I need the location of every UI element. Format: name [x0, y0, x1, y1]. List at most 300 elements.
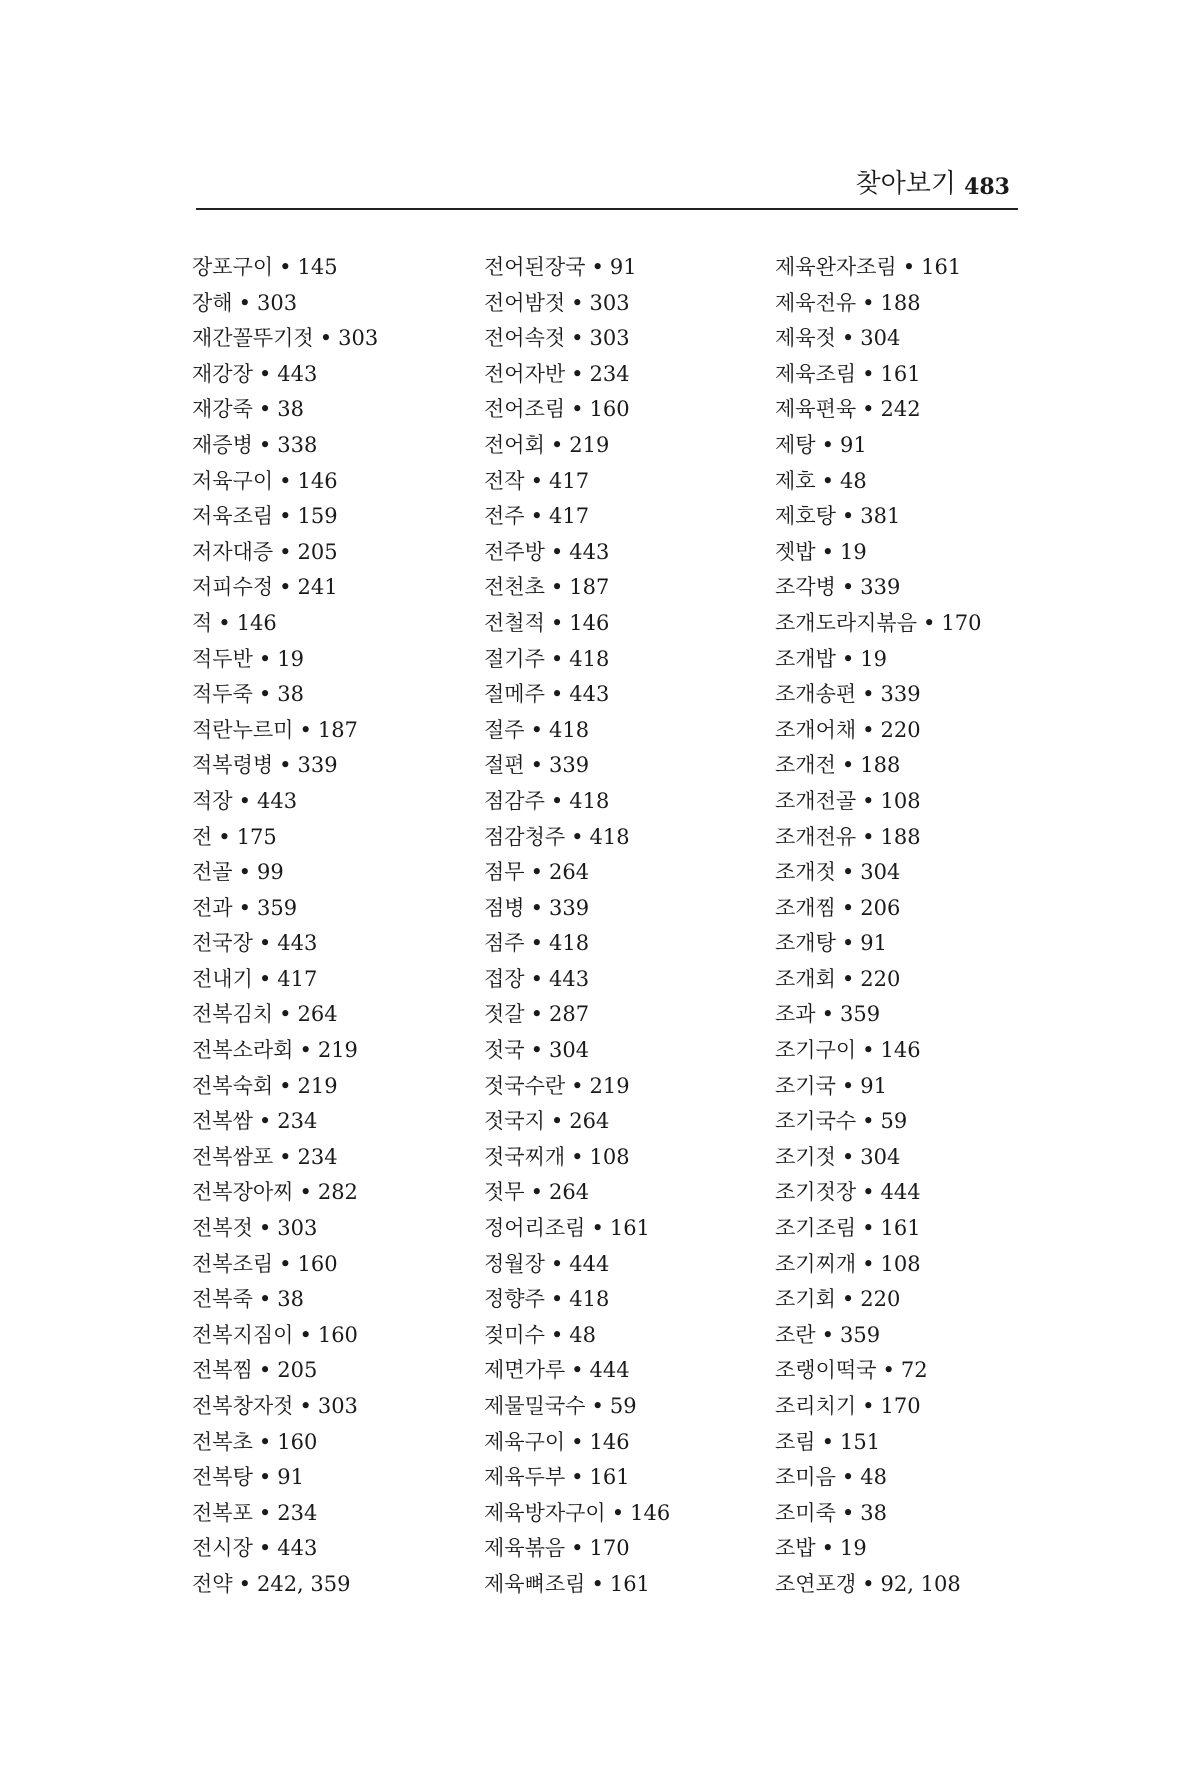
entry-term: 젖미수 [484, 1322, 545, 1347]
index-entry [484, 464, 784, 500]
entry-term: 전어회 [484, 432, 545, 457]
entry-separator: • [279, 1002, 292, 1027]
entry-term: 전복조림 [192, 1251, 274, 1276]
entry-term: 전복쌈포 [192, 1144, 274, 1169]
entry-term: 전복김치 [192, 1002, 274, 1027]
index-entry [484, 713, 784, 749]
entry-pages: 234 [277, 1500, 318, 1525]
entry-pages: 234 [277, 1109, 318, 1134]
entry-pages: 443 [548, 966, 590, 991]
index-entry [192, 926, 492, 962]
entry-pages: 188 [860, 753, 901, 778]
entry-pages: 264 [548, 1180, 590, 1205]
entry-pages: 91 [839, 432, 867, 457]
entry-pages: 161 [609, 1571, 650, 1596]
entry-pages: 241 [297, 575, 338, 600]
entry-pages: 160 [317, 1322, 358, 1347]
entry-pages: 264 [569, 1109, 610, 1134]
entry-separator: • [571, 1536, 584, 1561]
entry-pages: 170 [589, 1536, 630, 1561]
index-entry [192, 392, 492, 428]
entry-term: 전천초 [484, 575, 545, 600]
entry-separator: • [571, 1073, 584, 1098]
entry-separator: • [279, 468, 292, 493]
entry-term: 젓국수란 [484, 1073, 566, 1098]
entry-separator: • [821, 539, 834, 564]
entry-pages: 418 [569, 646, 610, 671]
index-entry [192, 855, 492, 891]
entry-pages: 48 [860, 1465, 887, 1490]
index-entry [192, 499, 492, 535]
entry-pages: 72 [900, 1358, 928, 1383]
entry-pages: 92, 108 [880, 1571, 961, 1596]
index-entry [192, 1104, 492, 1140]
index-entry [484, 428, 784, 464]
index-entry [484, 891, 784, 927]
entry-separator: • [841, 326, 855, 351]
entry-pages: 219 [569, 432, 610, 457]
index-entry [775, 997, 1075, 1033]
index-entry [484, 784, 784, 820]
entry-separator: • [218, 824, 231, 849]
entry-term: 전복소라회 [192, 1038, 294, 1063]
entry-separator: • [530, 860, 543, 885]
entry-pages: 242 [880, 397, 921, 422]
index-entry [484, 748, 784, 784]
page-number: 483 [964, 174, 1010, 200]
entry-term: 조개밥 [775, 646, 836, 671]
entry-pages: 443 [277, 361, 318, 386]
entry-pages: 48 [569, 1322, 596, 1347]
entry-term: 적두반 [192, 646, 253, 671]
entry-separator: • [821, 1429, 834, 1454]
entry-separator: • [258, 1287, 272, 1312]
entry-separator: • [841, 646, 855, 671]
entry-separator: • [862, 290, 875, 315]
entry-pages: 19 [277, 646, 304, 671]
index-entry [484, 1389, 784, 1425]
entry-separator: • [530, 753, 543, 778]
index-entry [484, 1318, 784, 1354]
entry-term: 전어된장국 [484, 255, 586, 279]
entry-term: 전복창자젓 [192, 1394, 294, 1418]
entry-separator: • [841, 1073, 855, 1098]
entry-separator: • [299, 1394, 312, 1418]
entry-pages: 443 [277, 1536, 318, 1561]
entry-pages: 99 [256, 860, 284, 885]
index-entry [192, 1033, 492, 1069]
index-entry [775, 1104, 1075, 1140]
index-entry [192, 1460, 492, 1496]
entry-term: 조개어채 [775, 717, 857, 742]
entry-separator: • [571, 290, 584, 315]
index-entry [484, 962, 784, 998]
entry-pages: 339 [548, 895, 590, 920]
entry-pages: 303 [589, 326, 630, 351]
entry-term: 전골 [192, 860, 233, 885]
entry-pages: 19 [860, 646, 887, 671]
entry-separator: • [279, 575, 292, 600]
entry-term: 젯밥 [775, 539, 816, 564]
index-entry [775, 1353, 1075, 1389]
entry-pages: 417 [277, 966, 318, 991]
entry-separator: • [258, 682, 272, 707]
entry-term: 젓갈 [484, 1002, 525, 1027]
entry-term: 제육구이 [484, 1429, 566, 1454]
entry-pages: 160 [297, 1251, 338, 1276]
entry-separator: • [862, 1394, 875, 1418]
entry-pages: 19 [839, 1536, 867, 1561]
entry-term: 정월장 [484, 1251, 545, 1276]
index-entry [775, 1531, 1075, 1567]
entry-separator: • [550, 788, 564, 813]
entry-separator: • [530, 1002, 543, 1027]
entry-separator: • [571, 326, 584, 351]
entry-pages: 359 [839, 1322, 881, 1347]
index-entry [192, 1211, 492, 1247]
index-entry [775, 642, 1075, 678]
entry-term: 장포구이 [192, 255, 274, 279]
entry-separator: • [841, 1465, 855, 1490]
index-entry [192, 891, 492, 927]
entry-pages: 234 [297, 1144, 338, 1169]
entry-separator: • [821, 468, 834, 493]
entry-term: 전과 [192, 895, 233, 920]
entry-separator: • [862, 1109, 875, 1134]
entry-term: 제육볶음 [484, 1536, 566, 1561]
entry-term: 전내기 [192, 966, 253, 991]
entry-term: 제탕 [775, 432, 816, 457]
entry-pages: 187 [569, 575, 610, 600]
index-entry [775, 535, 1075, 571]
entry-pages: 303 [256, 290, 298, 315]
entry-pages: 219 [317, 1038, 358, 1063]
index-entry [775, 1211, 1075, 1247]
entry-separator: • [238, 1571, 251, 1596]
index-entry [484, 1140, 784, 1176]
entry-term: 조각병 [775, 575, 836, 600]
entry-term: 조기젓 [775, 1144, 836, 1169]
entry-term: 적복령병 [192, 753, 274, 778]
entry-pages: 381 [860, 504, 901, 529]
entry-pages: 338 [277, 432, 318, 457]
entry-pages: 160 [277, 1429, 318, 1454]
index-entry [775, 499, 1075, 535]
entry-term: 조미음 [775, 1465, 836, 1490]
entry-separator: • [258, 361, 272, 386]
entry-term: 전작 [484, 468, 525, 493]
index-column-2 [484, 250, 784, 1603]
entry-separator: • [841, 504, 855, 529]
entry-term: 적두죽 [192, 682, 253, 707]
index-entry [775, 1282, 1075, 1318]
entry-term: 조미죽 [775, 1500, 836, 1525]
entry-pages: 234 [589, 361, 630, 386]
entry-separator: • [841, 1500, 855, 1525]
entry-separator: • [862, 1216, 875, 1241]
entry-pages: 146 [569, 610, 610, 635]
index-entry [192, 1425, 492, 1461]
entry-separator: • [841, 931, 855, 956]
index-entry [192, 535, 492, 571]
entry-separator: • [550, 432, 564, 457]
index-entry [192, 962, 492, 998]
index-entry [775, 855, 1075, 891]
entry-pages: 418 [589, 824, 630, 849]
entry-separator: • [841, 860, 855, 885]
index-entry [775, 677, 1075, 713]
entry-separator: • [862, 824, 875, 849]
entry-separator: • [550, 682, 564, 707]
entry-separator: • [571, 824, 584, 849]
entry-term: 전복탕 [192, 1465, 253, 1490]
index-entry [192, 286, 492, 322]
entry-separator: • [258, 1465, 272, 1490]
entry-separator: • [530, 931, 543, 956]
index-entry [192, 1282, 492, 1318]
entry-term: 절주 [484, 717, 525, 742]
entry-term: 조과 [775, 1002, 816, 1027]
index-entry [192, 1140, 492, 1176]
entry-term: 제물밀국수 [484, 1394, 586, 1418]
entry-term: 제육전유 [775, 290, 857, 315]
entry-term: 조개도라지볶음 [775, 610, 918, 635]
entry-pages: 339 [297, 753, 338, 778]
entry-separator: • [530, 468, 543, 493]
index-entry [775, 428, 1075, 464]
entry-pages: 161 [880, 1216, 921, 1241]
entry-term: 제호탕 [775, 504, 836, 529]
entry-separator: • [862, 397, 875, 422]
entry-pages: 418 [569, 788, 610, 813]
entry-term: 저피수정 [192, 575, 274, 600]
index-entry [192, 677, 492, 713]
entry-pages: 146 [236, 610, 277, 635]
entry-separator: • [550, 646, 564, 671]
entry-pages: 304 [860, 326, 901, 351]
entry-pages: 264 [548, 860, 590, 885]
entry-separator: • [530, 504, 543, 529]
entry-term: 조밥 [775, 1536, 816, 1561]
entry-term: 저자대증 [192, 539, 274, 564]
entry-term: 조림 [775, 1429, 816, 1454]
entry-pages: 91 [277, 1465, 304, 1490]
entry-term: 젓국 [484, 1038, 525, 1063]
entry-separator: • [862, 788, 875, 813]
entry-separator: • [862, 1038, 875, 1063]
index-entry [484, 570, 784, 606]
running-header [196, 168, 1018, 210]
entry-separator: • [862, 717, 875, 742]
index-entry [775, 1069, 1075, 1105]
entry-pages: 188 [880, 290, 921, 315]
entry-term: 전복쌈 [192, 1109, 253, 1134]
index-entry [484, 535, 784, 571]
index-entry [192, 428, 492, 464]
entry-separator: • [530, 1038, 543, 1063]
entry-term: 조개찜 [775, 895, 836, 920]
entry-term: 조개탕 [775, 931, 836, 956]
entry-pages: 417 [548, 504, 590, 529]
index-entry [484, 1282, 784, 1318]
index-entry [484, 677, 784, 713]
entry-pages: 339 [548, 753, 590, 778]
index-entry [484, 357, 784, 393]
index-entry [484, 1104, 784, 1140]
index-entry [484, 1353, 784, 1389]
index-entry [192, 606, 492, 642]
index-entry [775, 606, 1075, 642]
entry-term: 재간꼴뚜기젓 [192, 326, 314, 351]
entry-term: 제육편육 [775, 397, 857, 422]
entry-separator: • [258, 1109, 272, 1134]
entry-pages: 108 [880, 1251, 921, 1276]
entry-term: 전어조림 [484, 397, 566, 422]
entry-pages: 418 [548, 717, 590, 742]
entry-term: 전복젓 [192, 1216, 253, 1241]
entry-separator: • [530, 1180, 543, 1205]
entry-pages: 170 [880, 1394, 921, 1418]
index-entry [192, 1531, 492, 1567]
entry-pages: 188 [880, 824, 921, 849]
entry-term: 점병 [484, 895, 525, 920]
entry-pages: 38 [860, 1500, 887, 1525]
entry-term: 제육젓 [775, 326, 836, 351]
entry-pages: 187 [317, 717, 358, 742]
index-entry [775, 357, 1075, 393]
index-entry [484, 1496, 784, 1532]
entry-term: 저육조림 [192, 504, 274, 529]
entry-separator: • [841, 966, 855, 991]
entry-separator: • [550, 1109, 564, 1134]
index-column-1 [192, 250, 492, 1603]
entry-pages: 175 [236, 824, 277, 849]
entry-separator: • [258, 1500, 272, 1525]
index-entry [775, 926, 1075, 962]
entry-pages: 219 [589, 1073, 630, 1098]
index-entry [192, 997, 492, 1033]
index-entry [775, 820, 1075, 856]
index-entry [484, 1033, 784, 1069]
index-entry [192, 1069, 492, 1105]
entry-pages: 38 [277, 682, 304, 707]
index-entry [484, 1460, 784, 1496]
entry-separator: • [299, 1038, 312, 1063]
entry-separator: • [279, 504, 292, 529]
entry-pages: 443 [256, 788, 298, 813]
entry-pages: 19 [839, 539, 867, 564]
entry-separator: • [862, 1180, 875, 1205]
entry-term: 조연포갱 [775, 1571, 857, 1596]
entry-separator: • [841, 1287, 855, 1312]
index-entry [192, 357, 492, 393]
entry-term: 전복찜 [192, 1358, 253, 1383]
index-entry [775, 784, 1075, 820]
index-entry [192, 1318, 492, 1354]
entry-pages: 282 [317, 1180, 358, 1205]
index-entry [192, 642, 492, 678]
index-entry [775, 1496, 1075, 1532]
index-entry [484, 250, 784, 286]
entry-pages: 443 [277, 931, 318, 956]
entry-separator: • [591, 255, 604, 279]
entry-pages: 205 [297, 539, 338, 564]
entry-term: 재강죽 [192, 397, 253, 422]
entry-pages: 359 [256, 895, 298, 920]
entry-term: 절메주 [484, 682, 545, 707]
entry-term: 조개젓 [775, 860, 836, 885]
entry-term: 제육조림 [775, 361, 857, 386]
index-entry [775, 962, 1075, 998]
index-column-3 [775, 250, 1075, 1603]
entry-pages: 108 [880, 788, 921, 813]
entry-term: 조기구이 [775, 1038, 857, 1063]
index-entry [192, 713, 492, 749]
entry-pages: 48 [839, 468, 867, 493]
entry-term: 제육방자구이 [484, 1500, 606, 1525]
entry-separator: • [530, 717, 543, 742]
entry-pages: 108 [589, 1144, 630, 1169]
index-entry [192, 1353, 492, 1389]
entry-term: 조기찌개 [775, 1251, 857, 1276]
index-entry [775, 1318, 1075, 1354]
entry-pages: 418 [548, 931, 590, 956]
entry-pages: 339 [880, 682, 921, 707]
entry-pages: 160 [589, 397, 630, 422]
entry-term: 전주 [484, 504, 525, 529]
entry-separator: • [258, 1216, 272, 1241]
index-entry [775, 1175, 1075, 1211]
entry-separator: • [258, 432, 272, 457]
entry-pages: 418 [569, 1287, 610, 1312]
entry-separator: • [279, 255, 292, 279]
entry-pages: 264 [297, 1002, 338, 1027]
entry-term: 젓무 [484, 1180, 525, 1205]
entry-term: 젓국찌개 [484, 1144, 566, 1169]
entry-pages: 444 [880, 1180, 921, 1205]
entry-pages: 220 [880, 717, 921, 742]
index-entry [484, 1567, 784, 1603]
index-entry [775, 1567, 1075, 1603]
entry-separator: • [841, 895, 855, 920]
entry-term: 조란 [775, 1322, 816, 1347]
entry-term: 전복죽 [192, 1287, 253, 1312]
entry-term: 제면가루 [484, 1358, 566, 1383]
entry-separator: • [550, 610, 564, 635]
index-entry [484, 642, 784, 678]
entry-separator: • [238, 290, 251, 315]
entry-pages: 304 [548, 1038, 590, 1063]
entry-separator: • [571, 1358, 584, 1383]
index-entry [775, 392, 1075, 428]
entry-separator: • [550, 1287, 564, 1312]
index-entry [484, 1069, 784, 1105]
entry-separator: • [882, 1358, 895, 1383]
entry-pages: 145 [297, 255, 338, 279]
entry-term: 조개송편 [775, 682, 857, 707]
entry-pages: 146 [880, 1038, 921, 1063]
entry-pages: 303 [589, 290, 630, 315]
index-entry [192, 250, 492, 286]
entry-term: 재증병 [192, 432, 253, 457]
index-entry [192, 1496, 492, 1532]
entry-separator: • [821, 1536, 834, 1561]
entry-term: 조개전 [775, 753, 836, 778]
entry-term: 점감청주 [484, 824, 566, 849]
entry-separator: • [571, 361, 584, 386]
header-title: 찾아보기 [855, 169, 956, 199]
entry-pages: 205 [277, 1358, 318, 1383]
